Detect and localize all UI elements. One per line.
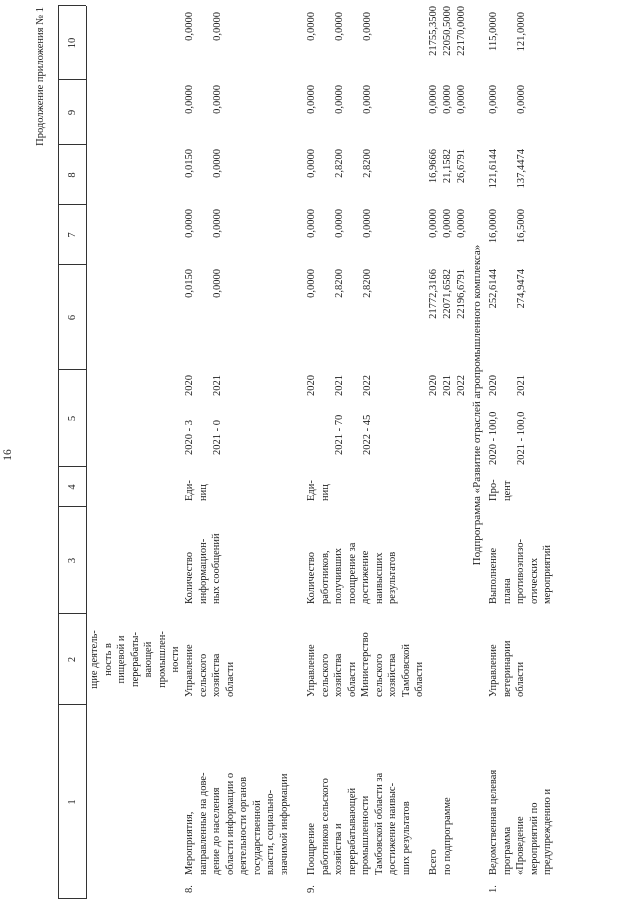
row9-col10-2020: 0,0000 [306, 12, 317, 41]
row1-col7-2020: 16,0000 [488, 209, 499, 244]
row1-unit: Про- цент [488, 479, 513, 501]
total-col8-2020: 16,9666 [428, 149, 439, 184]
row9-col9-2020: 0,0000 [306, 85, 317, 114]
total-col9-2020: 0,0000 [428, 85, 439, 114]
row8-col9-2020: 0,0000 [184, 85, 195, 114]
total-col10-2020: 21755,3500 [428, 6, 439, 56]
row9-col10-2021: 0,0000 [334, 12, 345, 41]
total-year-2021: 2021 [442, 375, 453, 396]
row1-number: 1. [488, 885, 499, 893]
col-number-7: 7 [67, 232, 78, 238]
carry-over-executor: щие деятель- ность в пищевой и перерабаты- вающей промышлен- ности [89, 630, 181, 689]
row9-col10-2022: 0,0000 [362, 12, 373, 41]
row9-number: 9. [306, 885, 317, 893]
row8-year-2020: 2020 [184, 375, 195, 396]
total-year-2020: 2020 [428, 375, 439, 396]
col-number-9: 9 [67, 109, 78, 116]
row1-executor: Управление ветеринарии области [488, 640, 526, 697]
row9-col6-2022: 2,8200 [362, 269, 373, 298]
total-col6-2021: 22071,6582 [442, 269, 453, 319]
subprogram-title: Подпрограмма «Развитие отраслей агропромышленного комплекса» [471, 244, 483, 566]
row1-col8-2020: 121,6144 [488, 149, 499, 189]
total-col10-2022: 22170,0000 [456, 6, 467, 56]
row8-indicator: Количество информацион- ных сообщений [184, 533, 222, 604]
header-bottom-border [86, 6, 87, 899]
row1-col10-2021: 121,0000 [516, 12, 527, 52]
row9-col8-2022: 2,8200 [362, 149, 373, 178]
row1-col6-2020: 252,6144 [488, 269, 499, 309]
row9-col9-2022: 0,0000 [362, 85, 373, 114]
row8-col6-2021: 0,0000 [212, 269, 223, 298]
row8-target-2021: 2021 - 0 [212, 420, 223, 455]
row1-title: Ведомственная целевая программа «Проведение мероприятий по предупреждению и [488, 769, 553, 875]
continuation-note: Продолжение приложения № 1 [35, 7, 46, 146]
row9-target-2021: 2021 - 70 [334, 414, 345, 455]
row8-col10-2021: 0,0000 [212, 12, 223, 41]
row8-target-2020: 2020 - 3 [184, 420, 195, 455]
total-year-2022: 2022 [456, 375, 467, 396]
col-number-3: 3 [67, 557, 78, 564]
row9-col7-2022: 0,0000 [362, 209, 373, 238]
total-col6-2020: 21772,3166 [428, 269, 439, 319]
row1-target-2021: 2021 - 100,0 [516, 411, 527, 465]
row9-col9-2021: 0,0000 [334, 85, 345, 114]
row8-col8-2021: 0,0000 [212, 149, 223, 178]
row8-col7-2020: 0,0000 [184, 209, 195, 238]
row8-title: Мероприятия, направленные на дове- дение до населения области информации о деятельности органов государственной власти, социально- значимой информации [184, 772, 290, 875]
total-col8-2021: 21,1582 [442, 149, 453, 184]
total-col7-2022: 0,0000 [456, 209, 467, 238]
row8-col7-2021: 0,0000 [212, 209, 223, 238]
row9-col7-2020: 0,0000 [306, 209, 317, 238]
total-col9-2022: 0,0000 [456, 85, 467, 114]
row1-indicator: Выполнение плана противоэпизо- отических мероприятий [488, 538, 553, 604]
col-number-2: 2 [67, 656, 78, 663]
row8-year-2021: 2021 [212, 375, 223, 396]
row9-col7-2021: 0,0000 [334, 209, 345, 238]
row9-indicator: Количество работников, получивших поощрение за достижение наивысших результатов [306, 542, 398, 604]
row1-col8-2021: 137,4474 [516, 149, 527, 189]
col-number-10: 10 [67, 37, 78, 49]
row8-executor: Управление сельского хозяйства области [184, 644, 236, 697]
row9-col6-2020: 0,0000 [306, 269, 317, 298]
total-col7-2020: 0,0000 [428, 209, 439, 238]
col-number-4: 4 [67, 484, 78, 490]
row9-title: Поощрение работников сельского хозяйства и перерабатывающей промышленности Тамбовской области за достижение наивыс- ших результатов [306, 772, 412, 875]
col-number-5: 5 [67, 415, 78, 422]
col-number-6: 6 [67, 314, 78, 321]
row9-col8-2020: 0,0000 [306, 149, 317, 178]
row9-col6-2021: 2,8200 [334, 269, 345, 298]
row1-col10-2020: 115,0000 [488, 12, 499, 51]
row9-year-2022: 2022 [362, 375, 373, 396]
row1-col9-2020: 0,0000 [488, 85, 499, 114]
row8-col9-2021: 0,0000 [212, 85, 223, 114]
row8-col8-2020: 0,0150 [184, 149, 195, 178]
row8-unit: Еди- ниц [184, 480, 209, 501]
row1-target-2020: 2020 - 100,0 [488, 411, 499, 465]
total-col10-2021: 22050,5000 [442, 6, 453, 56]
col-number-8: 8 [67, 172, 78, 178]
total-col9-2021: 0,0000 [442, 85, 453, 114]
row1-year-2020: 2020 [488, 375, 499, 396]
row1-col9-2021: 0,0000 [516, 85, 527, 114]
row1-col6-2021: 274,9474 [516, 269, 527, 309]
row9-target-2022: 2022 - 45 [362, 414, 373, 455]
row8-col10-2020: 0,0000 [184, 12, 195, 41]
total-label: Всего по подпрограмме [428, 797, 453, 875]
row9-col8-2021: 2,8200 [334, 149, 345, 178]
page-number: 16 [2, 449, 14, 461]
row9-year-2021: 2021 [334, 375, 345, 396]
row8-number: 8. [184, 885, 195, 893]
table-top-border [58, 6, 59, 899]
row9-unit: Еди- ниц [306, 480, 331, 501]
row1-year-2021: 2021 [516, 375, 527, 396]
row8-col6-2020: 0,0150 [184, 269, 195, 298]
total-col8-2022: 26,6791 [456, 149, 467, 184]
row9-executor: Управление сельского хозяйства области Министерство сельского хозяйства Тамбовской области [306, 632, 425, 697]
col-number-1: 1 [67, 799, 78, 805]
row9-year-2020: 2020 [306, 375, 317, 396]
total-col6-2022: 22196,6791 [456, 269, 467, 319]
total-col7-2021: 0,0000 [442, 209, 453, 238]
row1-col7-2021: 16,5000 [516, 209, 527, 244]
